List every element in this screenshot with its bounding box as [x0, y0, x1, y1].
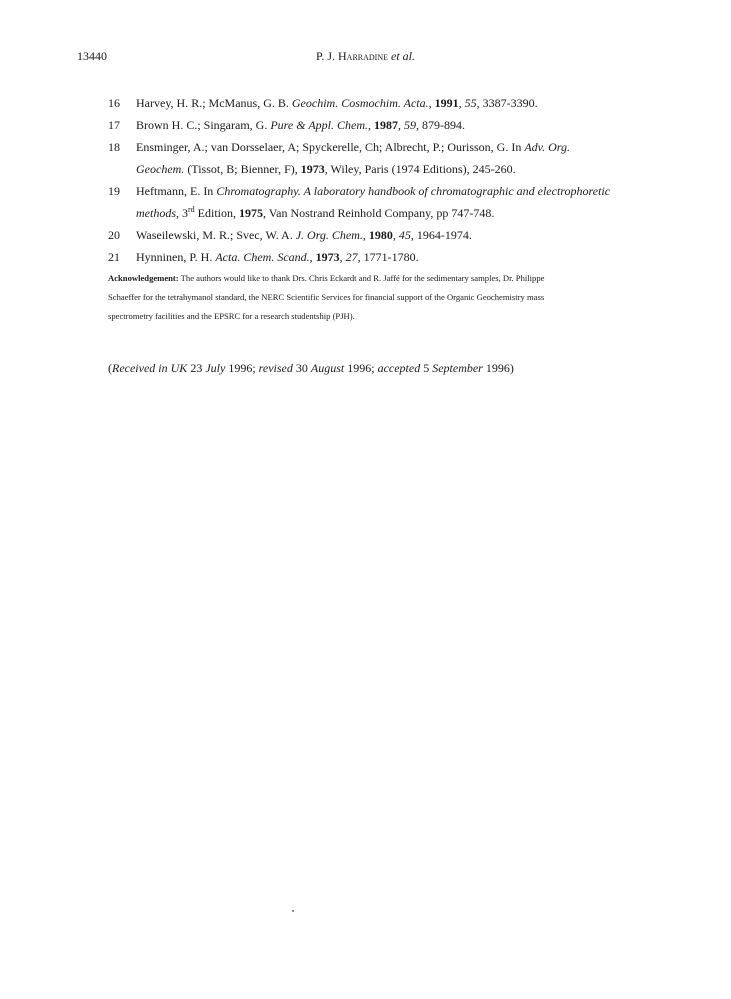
reference-21: [0, 246, 731, 268]
reference-number: 18: [108, 140, 120, 154]
reference-year: 1987: [374, 118, 398, 132]
revised-month: August: [310, 361, 345, 375]
reference-17: [0, 114, 731, 136]
received-label: Received in UK: [112, 361, 188, 375]
accepted-day: 5: [420, 361, 433, 375]
reference-journal: J. Org. Chem.: [295, 228, 363, 242]
reference-number: 17: [108, 118, 120, 132]
reference-text: [136, 114, 465, 136]
accepted-label: accepted: [377, 361, 421, 375]
received-day: 23: [187, 361, 206, 375]
reference-pages: , 879-894.: [416, 118, 465, 132]
accepted-month: September: [432, 361, 483, 375]
reference-publisher: , Van Nostrand Reinhold Company, pp 747-748.: [263, 206, 495, 220]
reference-authors: Waseilewski, M. R.; Svec, W. A.: [136, 228, 296, 242]
reference-year: 1973: [315, 250, 340, 264]
reference-number: 16: [108, 96, 120, 110]
reference-edition: , 3: [176, 206, 188, 220]
reference-journal: Adv. Org.: [524, 140, 570, 154]
reference-year: 1975: [239, 206, 264, 220]
reference-title: Chromatography. A laboratory handbook of chromatographic and electrophoretic: [216, 184, 611, 198]
reference-text: [136, 224, 472, 246]
reference-year: 1980: [368, 228, 393, 242]
paren-open: (: [108, 361, 112, 375]
reference-pages: , 1771-1780.: [357, 250, 419, 264]
reference-year: 1991: [434, 96, 459, 110]
reference-separator: ,: [339, 250, 346, 264]
reference-journal: Geochim. Cosmochim. Acta.: [291, 96, 429, 110]
reference-list: [0, 92, 731, 268]
reference-number: 20: [108, 228, 120, 242]
reference-text-continued: [136, 158, 516, 180]
reference-20: [0, 224, 731, 246]
reference-text: [136, 246, 419, 268]
acknowledgement-line: spectrometry facilities and the EPSRC for a research studentship (PJH).: [108, 311, 355, 321]
author-initials: P. J.: [315, 49, 338, 63]
reference-separator: ,: [428, 96, 435, 110]
reference-volume: 45: [398, 228, 411, 242]
reference-text-continued: [136, 202, 494, 224]
acknowledgement: [108, 269, 648, 326]
page-header: [0, 49, 731, 65]
reference-authors: Harvey, H. R.; McManus, G. B.: [136, 96, 292, 110]
reference-text: [136, 136, 570, 158]
reference-authors: Heftmann, E. In: [136, 184, 217, 198]
reference-pages: , 3387-3390.: [476, 96, 538, 110]
et-al: et al.: [391, 49, 415, 63]
reference-volume: 27: [345, 250, 358, 264]
received-month: July: [205, 361, 226, 375]
reference-journal: Geochem.: [136, 162, 185, 176]
reference-number: 21: [108, 250, 120, 264]
reference-text: [136, 180, 610, 202]
scan-speck: [292, 910, 294, 912]
reference-editors: (Tissot, B; Bienner, F),: [184, 162, 301, 176]
acknowledgement-line: [108, 269, 648, 288]
received-year: 1996;: [225, 361, 259, 375]
reference-publisher: , Wiley, Paris (1974 Editions), 245-260.: [324, 162, 516, 176]
reference-year: 1973: [300, 162, 325, 176]
reference-volume: 59: [404, 118, 416, 132]
reference-number: 19: [108, 184, 120, 198]
reference-edition-suffix: rd: [188, 205, 195, 214]
accepted-year: 1996): [482, 361, 514, 375]
reference-text: [136, 92, 538, 114]
revised-label: revised: [258, 361, 293, 375]
reference-separator: ,: [398, 118, 404, 132]
received-dates: [108, 361, 514, 376]
reference-separator: ,: [362, 228, 369, 242]
reference-journal: Acta. Chem. Scand.: [215, 250, 310, 264]
reference-18: [0, 136, 731, 180]
acknowledgement-text: The authors would like to thank Drs. Chris Eckardt and R. Jaffé for the sedimentary samples, Dr. Philippe: [178, 273, 545, 283]
reference-pages: , 1964-1974.: [410, 228, 472, 242]
reference-separator: ,: [368, 118, 374, 132]
page-number: 13440: [77, 49, 107, 63]
reference-authors: Ensminger, A.; van Dorsselaer, A; Spyckerelle, Ch; Albrecht, P.; Ourisson, G. In: [136, 140, 525, 154]
reference-authors: Brown H. C.; Singaram, G.: [136, 118, 271, 132]
reference-edition-label: Edition,: [194, 206, 240, 220]
running-head: [0, 49, 731, 64]
reference-journal: Pure & Appl. Chem.: [270, 118, 368, 132]
reference-separator: ,: [309, 250, 316, 264]
reference-19: [0, 180, 731, 224]
reference-separator: ,: [458, 96, 465, 110]
acknowledgement-label: Acknowledgement:: [108, 273, 179, 283]
reference-volume: 55: [464, 96, 477, 110]
revised-year: 1996;: [344, 361, 378, 375]
reference-16: [0, 92, 731, 114]
reference-authors: Hynninen, P. H.: [136, 250, 216, 264]
author-surname: Harradine: [338, 49, 388, 63]
reference-separator: ,: [392, 228, 399, 242]
acknowledgement-line: Schaeffer for the tetrahymanol standard, the NERC Scientific Services for financial support of the Organic Geochemistry mass: [108, 292, 545, 302]
revised-day: 30: [292, 361, 311, 375]
reference-title: methods: [136, 206, 176, 220]
